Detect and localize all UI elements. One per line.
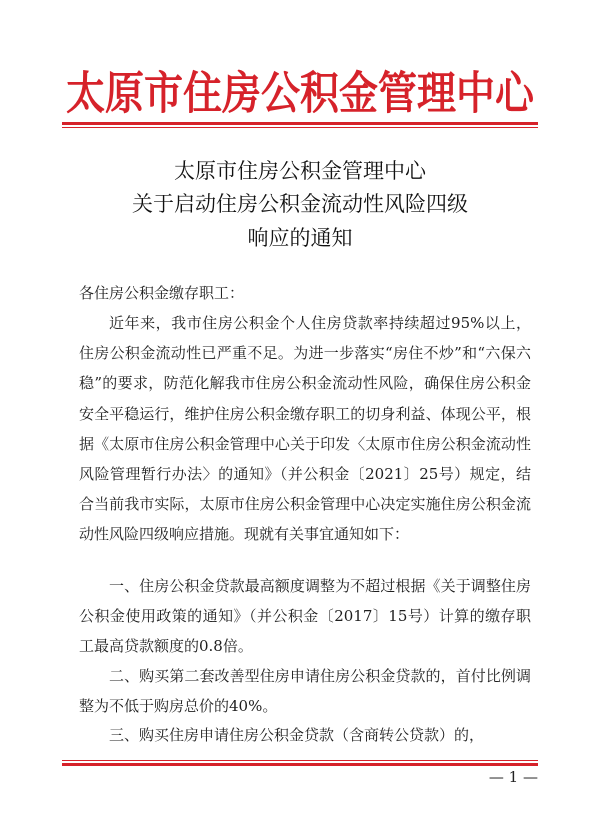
paragraph-item-1: 一、住房公积金贷款最高额度调整为不超过根据《关于调整住房公积金使用政策的通知》（并公积金〔2017〕15号）计算的缴存职工最高贷款额度的0.8倍。 (79, 577, 531, 656)
paragraph-intro: 近年来，我市住房公积金个人住房贷款率持续超过95%以上，住房公积金流动性已严重不足。为进一步落实“房住不炒”和“六保六稳”的要求，防范化解我市住房公积金流动性风险，确保住房公积金安全平稳运行，维护住房公积金缴存职工的切身利益、体现公平，根据《太原市住房公积金管理中心关于印发〈太原市住房公积金流动性风险管理暂行办法〉的通知》（并公积金〔2021〕25号）规定，结合当前我市实际，太原市住房公积金管理中心决定实施住房公积金流动性风险四级响应措施。现就有关事宜通知如下： (79, 314, 531, 544)
paragraph-item-2: 二、购买第二套改善型住房申请住房公积金贷款的，首付比例调整为不低于购房总价的40%。 (79, 667, 531, 716)
notice-title-line-2: 关于启动住房公积金流动性风险四级 (132, 192, 468, 216)
page-number: — 1 — (488, 768, 538, 786)
notice-title-line-3: 响应的通知 (247, 226, 353, 250)
salutation: 各住房公积金缴存职工： (79, 284, 245, 302)
masthead-title: 太原市住房公积金管理中心 (65, 67, 534, 120)
masthead-rule-thin (62, 127, 538, 128)
paragraph-item-3: 三、购买住房申请住房公积金贷款（含商转公贷款）的， (109, 726, 485, 744)
masthead-rule-thick (62, 122, 538, 125)
footer-rule-thin (62, 760, 538, 761)
notice-title-line-1: 太原市住房公积金管理中心 (174, 159, 426, 183)
footer-rule-thick (62, 763, 538, 766)
